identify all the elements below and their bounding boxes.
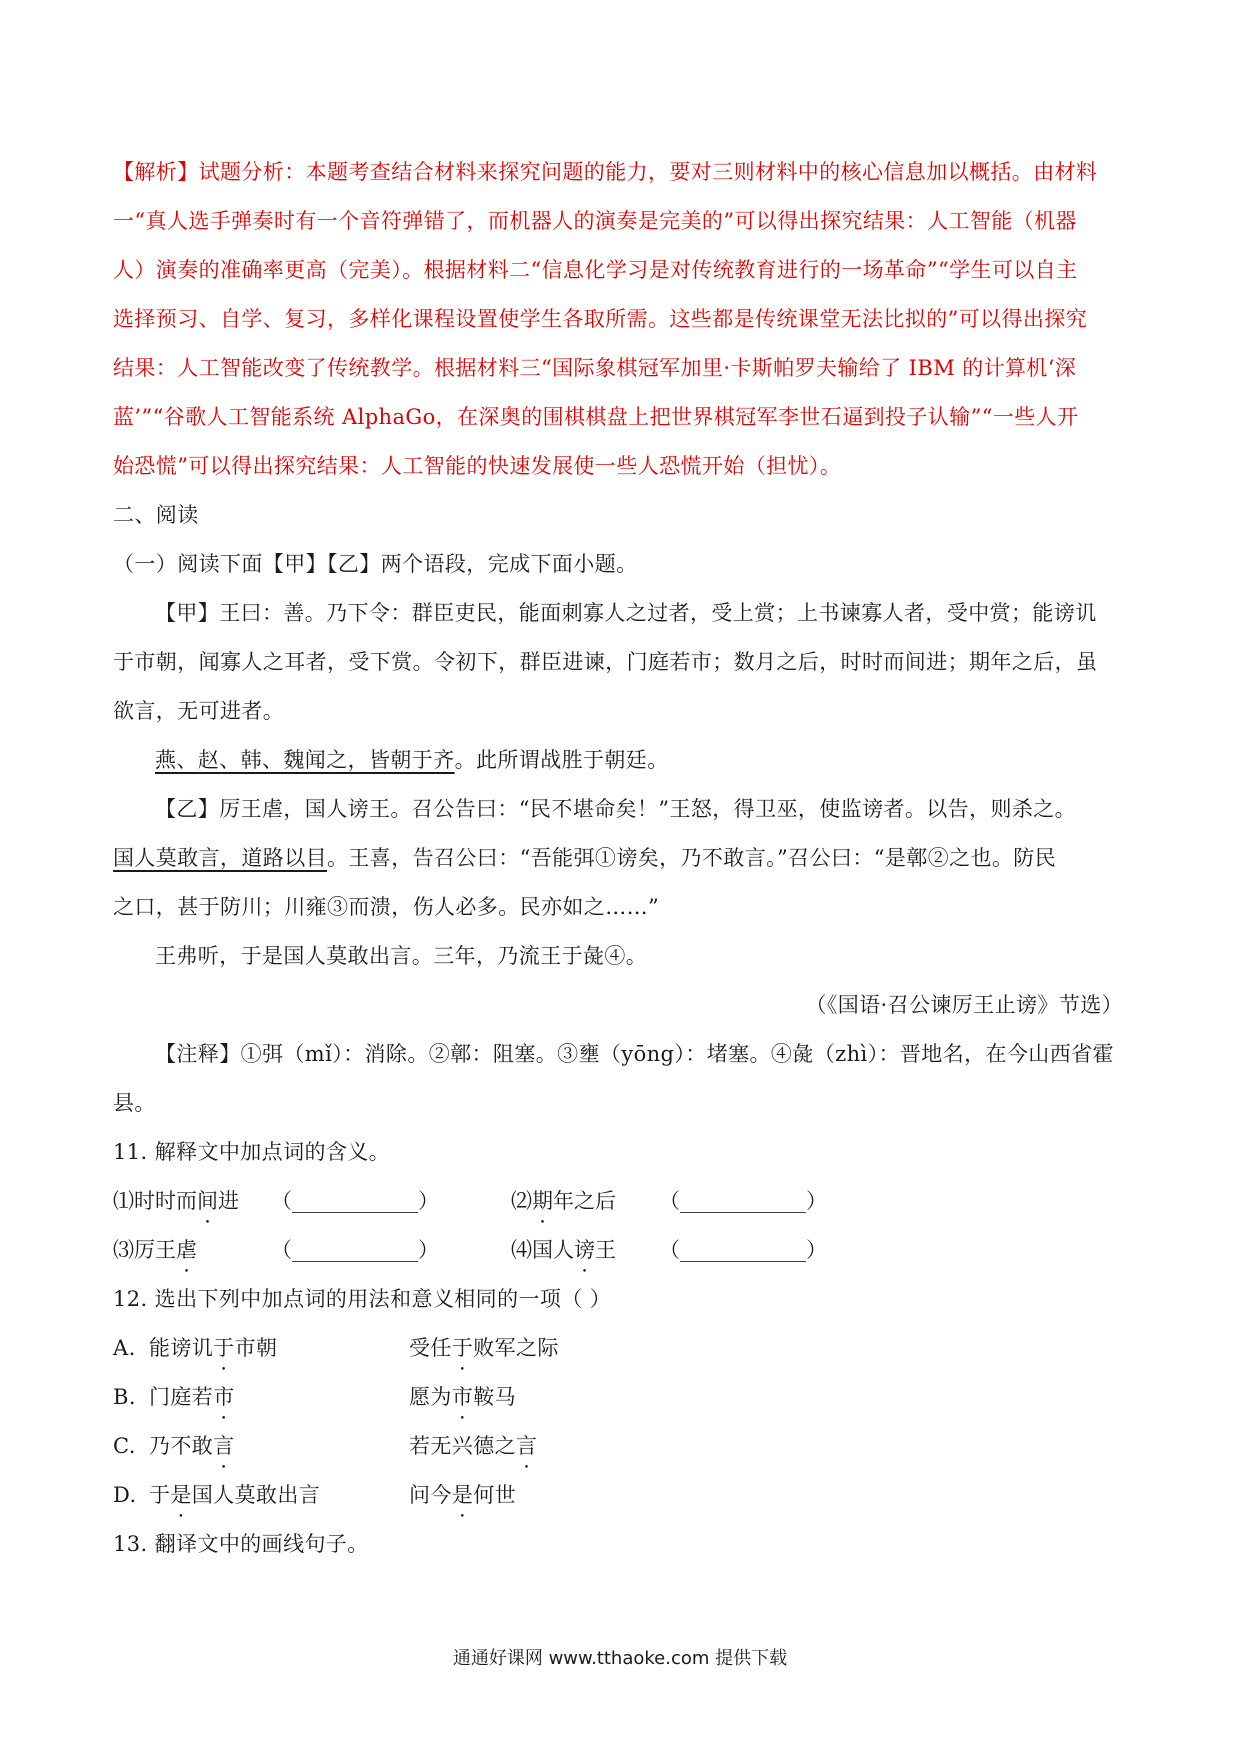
q11-text: ⑵ xyxy=(511,1189,532,1213)
option-text: 问今 xyxy=(409,1483,452,1507)
q11-text: ⑴时时而 xyxy=(113,1189,197,1213)
option-part-b xyxy=(409,1434,537,1458)
passage-text: 。王喜，告召公曰：“吾能弭①谤矣，乃不敢言。”召公曰：“是鄣②之也。防民 xyxy=(327,846,1057,870)
passage-yi-line xyxy=(113,834,1123,883)
dotted-word: 是 xyxy=(170,1483,192,1507)
notes-line: 县。 xyxy=(113,1091,156,1115)
dotted-word: 言 xyxy=(213,1434,235,1458)
analysis-line: 一“真人选手弹奏时有一个音符弹错了，而机器人的演奏是完美的”可以得出探究结果：人工智能（机器 xyxy=(113,209,1077,233)
dotted-word: 期 xyxy=(532,1189,553,1213)
analysis-line: 【解析】试题分析：本题考查结合材料来探究问题的能力，要对三则材料中的核心信息加以概括。由材料 xyxy=(113,160,1098,184)
passage-source: （《国语·召公谏厉王止谤》节选） xyxy=(805,993,1123,1017)
answer-blank[interactable]: （____________） xyxy=(659,1238,827,1262)
q11-text: 王 xyxy=(595,1238,616,1262)
option-letter: B. xyxy=(113,1385,136,1409)
passage-jia-line xyxy=(113,736,1123,785)
analysis-line: 始恐慌”可以得出探究结果：人工智能的快速发展使一些人恐慌开始（担忧）。 xyxy=(113,454,842,478)
option-text: 鞍马 xyxy=(473,1385,517,1409)
underlined-sentence: 国人莫敢言，道路以目 xyxy=(113,846,327,870)
dotted-word: 是 xyxy=(451,1483,474,1507)
question-11-row xyxy=(113,1226,1123,1275)
answer-blank[interactable]: （____________） xyxy=(659,1189,827,1213)
option-b[interactable] xyxy=(113,1373,1123,1422)
option-part-b xyxy=(409,1385,516,1409)
page-footer: 通通好课网 www.tthaoke.com 提供下载 xyxy=(452,1648,788,1669)
dotted-word: 虐 xyxy=(176,1238,197,1262)
analysis-line: 蓝’”“谷歌人工智能系统 AlphaGo，在深奥的围棋棋盘上把世界棋冠军李世石逼到投子认输”“一些人开 xyxy=(113,405,1079,429)
question-11-stem: 11. 解释文中加点词的含义。 xyxy=(113,1140,391,1164)
option-text: 能谤讥 xyxy=(149,1336,214,1360)
option-text: 于 xyxy=(149,1483,171,1507)
option-letter: C. xyxy=(113,1434,136,1458)
option-text: 受任 xyxy=(409,1336,452,1360)
passage-yi-line: 【乙】厉王虐，国人谤王。召公告曰：“民不堪命矣！”王怒，得卫巫，使监谤者。以告，则杀之。 xyxy=(155,797,1077,821)
dotted-word: 谤 xyxy=(574,1238,595,1262)
passage-yi-line: 之口，甚于防川；川雍③而溃，伤人必多。民亦如之……” xyxy=(113,895,660,919)
underlined-sentence: 燕、赵、韩、魏闻之，皆朝于齐 xyxy=(155,748,455,772)
option-part-b xyxy=(409,1336,559,1360)
option-letter: A. xyxy=(113,1336,136,1360)
option-part-b xyxy=(409,1483,516,1507)
option-text: 乃不敢 xyxy=(149,1434,214,1458)
q11-text: ⑶厉王 xyxy=(113,1238,176,1262)
option-part-a xyxy=(149,1422,409,1471)
analysis-line: 结果：人工智能改变了传统教学。根据材料三“国际象棋冠军加里·卡斯帕罗夫输给了 IBM 的计算机‘深 xyxy=(113,356,1077,380)
section-heading: 二、阅读 xyxy=(113,503,199,527)
option-part-a xyxy=(149,1324,409,1373)
analysis-line: 人）演奏的准确率更高（完美）。根据材料二“信息化学习是对传统教育进行的一场革命”“学生可以自主 xyxy=(113,258,1078,282)
option-text: 何世 xyxy=(473,1483,517,1507)
question-12-stem: 12. 选出下列中加点词的用法和意义相同的一项（ ） xyxy=(113,1287,612,1311)
option-text: 国人莫敢出言 xyxy=(191,1483,321,1507)
q11-item xyxy=(113,1177,271,1226)
passage-jia-line: 【甲】王曰：善。乃下令：群臣吏民，能面刺寡人之过者，受上赏；上书谏寡人者，受中赏；能谤讥 xyxy=(155,601,1097,625)
analysis-line: 选择预习、自学、复习，多样化课程设置使学生各取所需。这些都是传统课堂无法比拟的”可以得出探究 xyxy=(113,307,1088,331)
passage-text: 。此所谓战胜于朝廷。 xyxy=(454,748,669,772)
dotted-word: 言 xyxy=(516,1434,538,1458)
analysis-section xyxy=(113,148,1123,491)
q11-text: 年之后 xyxy=(553,1189,616,1213)
option-text: 败军之际 xyxy=(473,1336,559,1360)
answer-blank[interactable]: （____________） xyxy=(271,1238,439,1262)
sub-heading: （一）阅读下面【甲】【乙】两个语段，完成下面小题。 xyxy=(113,552,638,576)
q11-item xyxy=(113,1226,271,1275)
option-text: 若无兴德之 xyxy=(409,1434,516,1458)
option-a[interactable] xyxy=(113,1324,1123,1373)
passage-yi-line: 王弗听，于是国人莫敢出言。三年，乃流王于彘④。 xyxy=(155,944,648,968)
question-13-stem: 13. 翻译文中的画线句子。 xyxy=(113,1532,369,1556)
option-text: 市朝 xyxy=(234,1336,278,1360)
dotted-word: 间 xyxy=(197,1189,218,1213)
q11-text: 进 xyxy=(218,1189,239,1213)
dotted-word: 市 xyxy=(451,1385,474,1409)
option-d[interactable] xyxy=(113,1471,1123,1520)
reading-section xyxy=(113,491,1123,1569)
answer-blank[interactable]: （____________） xyxy=(271,1189,439,1213)
option-part-a xyxy=(149,1373,409,1422)
question-11-row xyxy=(113,1177,1123,1226)
passage-jia-line: 欲言，无可进者。 xyxy=(113,699,285,723)
passage-jia-line: 于市朝，闻寡人之耳者，受下赏。令初下，群臣进谏，门庭若市；数月之后，时时而间进；期年之后，虽 xyxy=(113,650,1098,674)
option-c[interactable] xyxy=(113,1422,1123,1471)
q11-item xyxy=(511,1226,659,1275)
notes-line: 【注释】①弭（mǐ）：消除。②鄣：阻塞。③壅（yōng）：堵塞。④彘（zhì）：晋地名，在今山西省霍 xyxy=(155,1042,1114,1066)
option-part-a xyxy=(149,1471,409,1520)
dotted-word: 于 xyxy=(213,1336,235,1360)
q11-text: ⑷国人 xyxy=(511,1238,574,1262)
option-text: 门庭若 xyxy=(149,1385,214,1409)
q11-item xyxy=(511,1177,659,1226)
option-text: 愿为 xyxy=(409,1385,452,1409)
dotted-word: 于 xyxy=(451,1336,474,1360)
dotted-word: 市 xyxy=(213,1385,235,1409)
option-letter: D. xyxy=(113,1483,137,1507)
